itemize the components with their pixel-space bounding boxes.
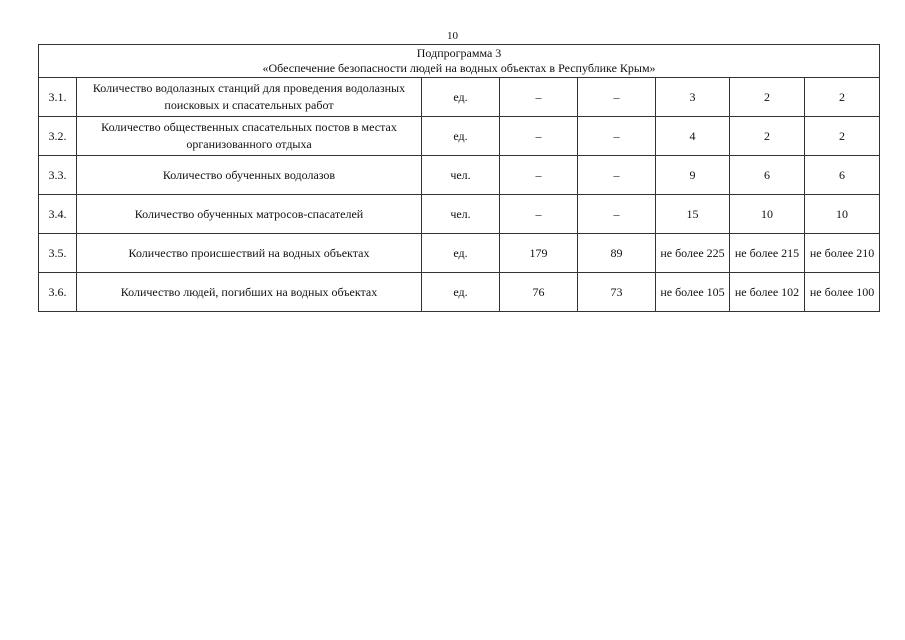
value-cell: не более 225 [656,234,730,273]
value-cell: 6 [805,156,880,195]
value-cell: 6 [730,156,805,195]
value-cell: 2 [730,78,805,117]
value-cell: 2 [805,117,880,156]
table-row [39,195,880,234]
table-row [39,273,880,312]
indicators-table [38,44,880,312]
value-cell: 89 [578,234,656,273]
subprogram-header-row [39,45,880,78]
table-row [39,117,880,156]
row-number: 3.6. [39,273,77,312]
indicator-name: Количество обученных водолазов [77,156,422,195]
unit-cell: ед. [422,78,500,117]
value-cell: 2 [730,117,805,156]
value-cell: – [578,117,656,156]
value-cell: 10 [730,195,805,234]
unit-cell: чел. [422,195,500,234]
value-cell: не более 215 [730,234,805,273]
page-number: 10 [447,30,458,42]
unit-cell: ед. [422,273,500,312]
value-cell: 15 [656,195,730,234]
indicator-name: Количество общественных спасательных постов в местах организованного отдыха [77,117,422,156]
indicator-name: Количество водолазных станций для проведения водолазных поисковых и спасательных работ [77,78,422,117]
value-cell: – [500,195,578,234]
table-row [39,78,880,117]
value-cell: – [578,195,656,234]
table-row [39,156,880,195]
row-number: 3.5. [39,234,77,273]
value-cell: 3 [656,78,730,117]
value-cell: – [500,117,578,156]
indicator-name: Количество происшествий на водных объектах [77,234,422,273]
table-row [39,234,880,273]
value-cell: 179 [500,234,578,273]
row-number: 3.3. [39,156,77,195]
value-cell: 4 [656,117,730,156]
value-cell: 9 [656,156,730,195]
value-cell: не более 102 [730,273,805,312]
value-cell: не более 100 [805,273,880,312]
row-number: 3.4. [39,195,77,234]
row-number: 3.1. [39,78,77,117]
value-cell: – [500,156,578,195]
row-number: 3.2. [39,117,77,156]
subprogram-subtitle: «Обеспечение безопасности людей на водных объектах в Республике Крым» [262,61,656,75]
indicator-name: Количество людей, погибших на водных объектах [77,273,422,312]
unit-cell: чел. [422,156,500,195]
value-cell: – [578,78,656,117]
value-cell: – [500,78,578,117]
value-cell: 2 [805,78,880,117]
value-cell: не более 210 [805,234,880,273]
indicator-name: Количество обученных матросов-спасателей [77,195,422,234]
value-cell: 10 [805,195,880,234]
value-cell: не более 105 [656,273,730,312]
unit-cell: ед. [422,117,500,156]
unit-cell: ед. [422,234,500,273]
subprogram-header-cell [39,45,880,78]
value-cell: – [578,156,656,195]
value-cell: 73 [578,273,656,312]
subprogram-title: Подпрограмма 3 [416,46,502,60]
value-cell: 76 [500,273,578,312]
